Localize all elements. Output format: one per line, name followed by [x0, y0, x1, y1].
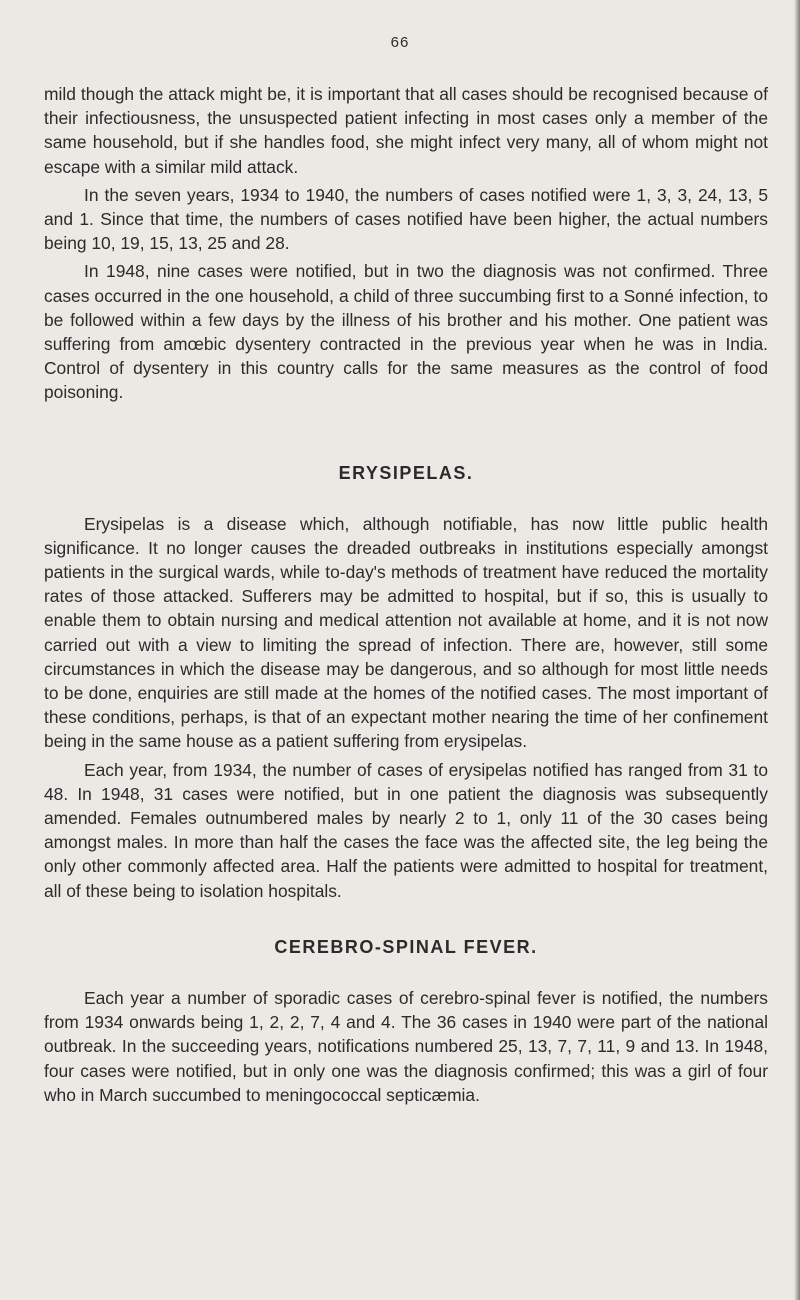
paragraph-continuation: mild though the attack might be, it is important that all cases should be recognised because of their infectiousness, the unsuspected patient infecting in most cases only a member of the same household, but if she handles food, she might infect very many, all of whom might not escape with a similar mild attack.: [44, 84, 768, 177]
paragraph-dysentery-1948: In 1948, nine cases were notified, but in two the diagnosis was not confirmed. Three cases occurred in the one household, a child of three succumbing first to a Sonné infection, to be followed within a few days by the illness of his brother and his mother. One patient was suffering from amœbic dysentery contracted in the previous year when he was in India. Control of dysentery in this country calls for the same measures as the control of food poisoning.: [44, 261, 768, 403]
paragraph-erysipelas-overview: Erysipelas is a disease which, although notifiable, has now little public health significance. It no longer causes the dreaded outbreaks in institutions especially amongst patients in the surgical wards, while to-day's methods of treatment have reduced the mortality rates of those attacked. Sufferers may be admitted to hospital, but if so, this is usually to enable them to obtain nursing and medical attention not available at home, and it is not now carried out with a view to limiting the spread of infection. There are, however, still some circumstances in which the disease may be dangerous, and so although for most little needs to be done, enquiries are still made at the homes of the notified cases. The most important of these conditions, perhaps, is that of an expectant mother nearing the time of her confinement being in the same house as a patient suffering from erysipelas.: [44, 513, 768, 752]
page-content: [44, 82, 768, 1107]
page-number: 66: [390, 34, 410, 51]
page-edge-shadow: [794, 0, 800, 1300]
paragraph-dysentery-statistics: In the seven years, 1934 to 1940, the numbers of cases notified were 1, 3, 3, 24, 13, 5 and 1. Since that time, the numbers of cases notified have been higher, the actual numbers being 10, 19, 15, 13, 25 and 28.: [44, 184, 768, 254]
paragraph-erysipelas-statistics: Each year, from 1934, the number of cases of erysipelas notified has ranged from 31 to 48. In 1948, 31 cases were notified, but in one patient the diagnosis was subsequently amended. Females outnumbered males by nearly 2 to 1, only 11 of the 30 cases being amongst males. In more than half the cases the face was the affected site, the leg being the only other commonly affected area. Half the patients were admitted to hospital for treatment, all of these being to isolation hospitals.: [44, 759, 768, 901]
paragraph-cerebro-spinal-fever: Each year a number of sporadic cases of cerebro-spinal fever is notified, the numbers from 1934 onwards being 1, 2, 2, 7, 4 and 4. The 36 cases in 1940 were part of the national outbreak. In the succeeding years, notifications numbered 25, 13, 7, 7, 11, 9 and 13. In 1948, four cases were notified, but in only one was the diagnosis confirmed; this was a girl of four who in March succumbed to meningococcal septicæmia.: [44, 987, 768, 1105]
heading-erysipelas: ERYSIPELAS.: [338, 462, 474, 483]
heading-cerebro-spinal-fever: CEREBRO-SPINAL FEVER.: [274, 936, 538, 957]
